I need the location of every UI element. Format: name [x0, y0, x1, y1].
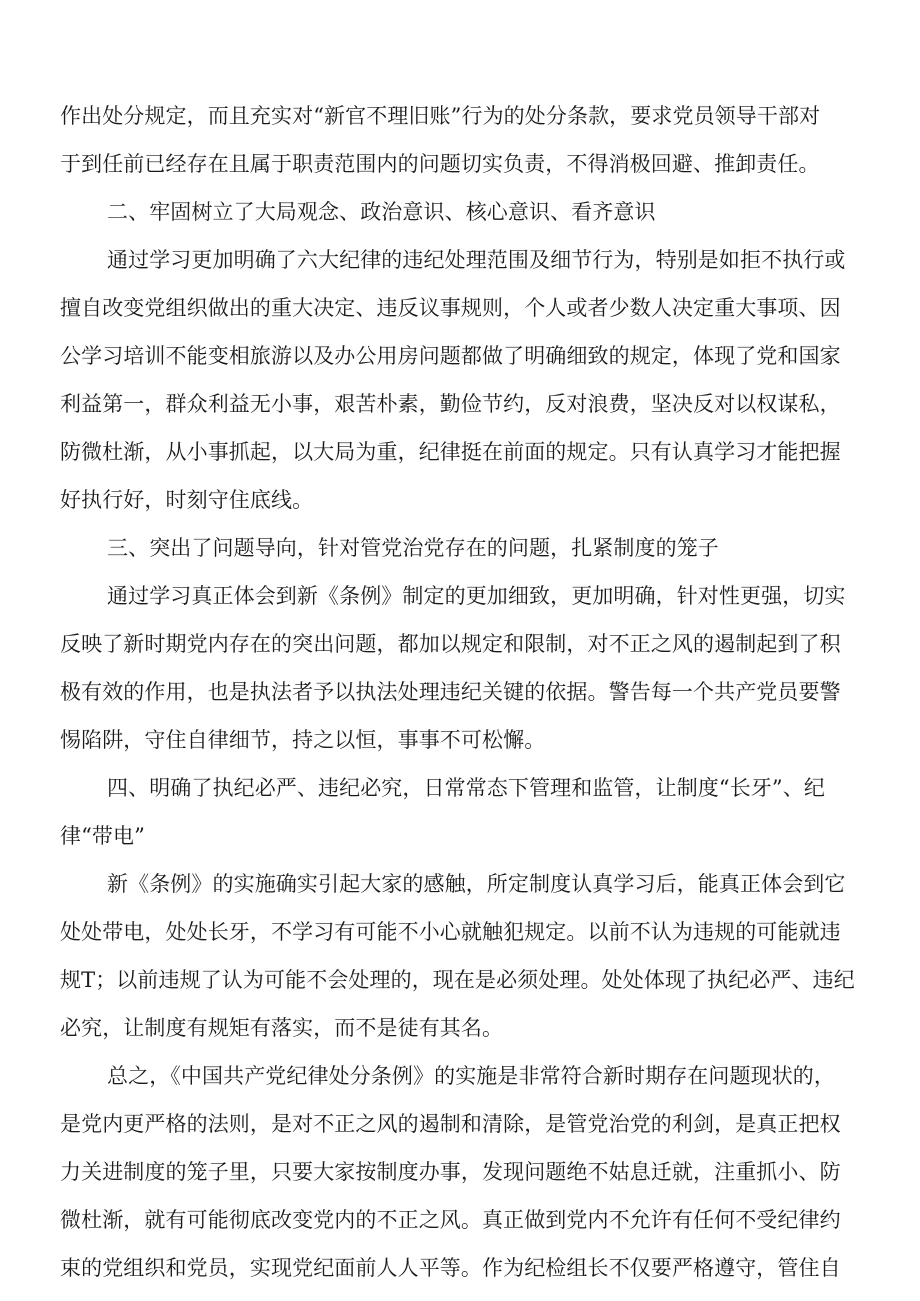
text-line: 通过学习真正体会到新《条例》制定的更加细致，更加明确，针对性更强，切实	[107, 584, 846, 608]
text-line: 公学习培训不能变相旅游以及办公用房问题都做了明确细致的规定，体现了党和国家	[60, 344, 841, 368]
text-line: 擅自改变党组织做出的重大决定、违反议事规则，个人或者少数人决定重大事项、因	[60, 296, 841, 320]
text-line: 必究，让制度有规矩有落实，而不是徒有其名。	[60, 1016, 504, 1040]
text-line: 通过学习更加明确了六大纪律的违纪处理范围及细节行为，特别是如拒不执行或	[107, 248, 846, 272]
text-line: 极有效的作用，也是执法者予以执法处理违纪关键的依据。警告每一个共产党员要警	[60, 680, 841, 704]
text-line: 反映了新时期党内存在的突出问题，都加以规定和限制，对不正之风的遏制起到了积	[60, 632, 841, 656]
section-heading: 四、明确了执纪必严、违纪必究，日常常态下管理和监管，让制度“长牙”、纪	[107, 776, 825, 800]
section-heading: 二、牢固树立了大局观念、政治意识、核心意识、看齐意识	[107, 200, 656, 224]
text-line: 是党内更严格的法则，是对不正之风的遏制和清除，是管党治党的利剑，是真正把权	[60, 1112, 841, 1136]
text-line: 防微杜渐，从小事抓起，以大局为重，纪律挺在前面的规定。只有认真学习才能把握	[60, 440, 841, 464]
text-line: 于到任前已经存在且属于职责范围内的问题切实负责，不得消极回避、推卸责任。	[60, 152, 820, 176]
text-line: 总之，《中国共产党纪律处分条例》的实施是非常符合新时期存在问题现状的，	[107, 1064, 835, 1088]
text-line: 惕陷阱，守住自律细节，持之以恒，事事不可松懈。	[60, 728, 546, 752]
text-line: 利益第一，群众利益无小事，艰苦朴素，勤俭节约，反对浪费，坚决反对以权谋私，	[60, 392, 841, 416]
text-line: 新《条例》的实施确实引起大家的感触，所定制度认真学习后，能真正体会到它	[107, 872, 846, 896]
text-line: 微杜渐，就有可能彻底改变党内的不正之风。真正做到党内不允许有任何不受纪律约	[60, 1208, 841, 1232]
section-heading: 三、突出了问题导向，针对管党治党存在的问题，扎紧制度的笼子	[107, 536, 719, 560]
text-line: 规T；以前违规了认为可能不会处理的，现在是必须处理。处处体现了执纪必严、违纪	[60, 968, 855, 992]
section-heading-continued: 律“带电”	[60, 824, 145, 848]
text-line: 好执行好，时刻守住底线。	[60, 488, 314, 512]
text-line: 作出处分规定，而且充实对“新官不理旧账”行为的处分条款，要求党员领导干部对	[60, 104, 821, 128]
document-body	[60, 92, 860, 1292]
text-line: 力关进制度的笼子里，只要大家按制度办事，发现问题绝不姑息迁就，注重抓小、防	[60, 1160, 841, 1184]
text-line: 处处带电，处处长牙，不学习有可能不小心就触犯规定。以前不认为违规的可能就违	[60, 920, 841, 944]
text-line: 束的党组织和党员，实现党纪面前人人平等。作为纪检组长不仅要严格遵守，管住自	[60, 1256, 841, 1280]
